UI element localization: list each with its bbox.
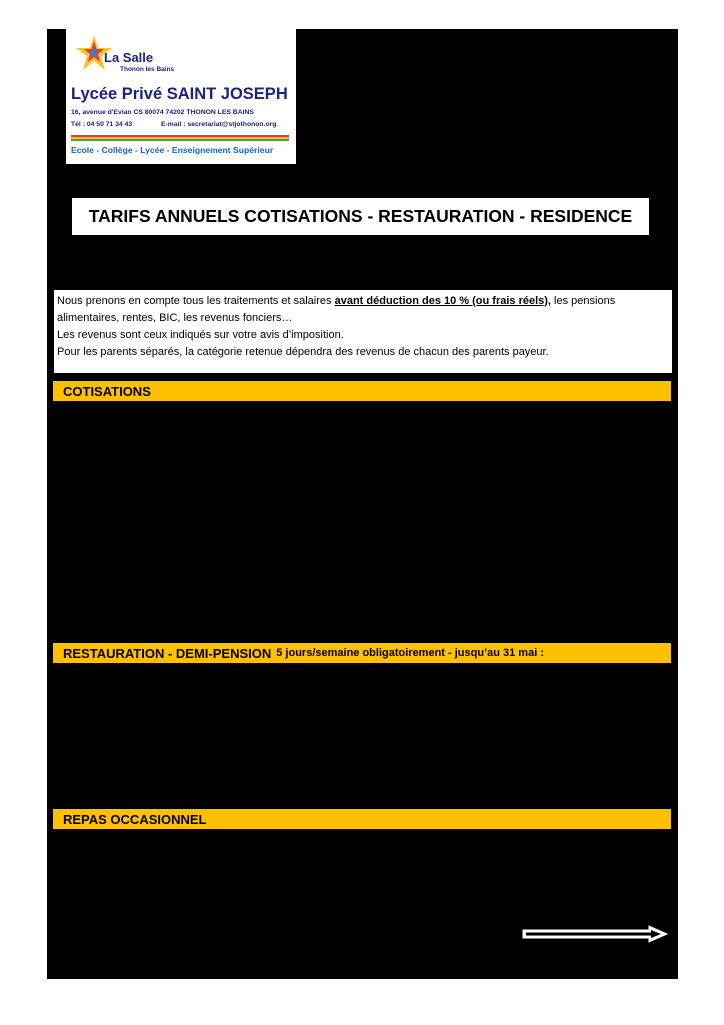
info-text: Nous prenons en compte tous les traitements et salaires	[57, 295, 335, 307]
school-email: E-mail : secretariat@stjothonon.org	[161, 121, 277, 128]
page-background	[47, 29, 678, 979]
logo-brand: La Salle	[104, 50, 154, 65]
logo-stripes	[71, 135, 289, 141]
section-repas	[53, 809, 671, 829]
school-address: 16, avenue d'Evian CS 80074 74202 THONON LES BAINS	[71, 109, 254, 116]
school-contact	[71, 121, 293, 128]
info-box	[54, 290, 672, 373]
section-cotisations-label: COTISATIONS	[63, 383, 151, 399]
school-phone: Tél : 04 50 71 34 43	[71, 121, 133, 128]
info-emphasis: avant déduction des 10 % (ou frais réels),	[334, 295, 551, 307]
next-page-arrow-icon	[521, 925, 669, 943]
stripe-green	[71, 139, 289, 141]
section-repas-label: REPAS OCCASIONNEL	[63, 811, 207, 827]
school-levels: Ecole - Collège - Lycée - Enseignement Supérieur	[71, 145, 274, 155]
school-name: Lycée Privé SAINT JOSEPH	[71, 85, 288, 103]
logo-brand-sub: Thonon les Bains	[120, 66, 175, 73]
page-title: TARIFS ANNUELS COTISATIONS - RESTAURATION - RESIDENCE	[72, 198, 649, 235]
school-logo	[66, 29, 296, 164]
section-restauration-label: RESTAURATION - DEMI-PENSION	[63, 645, 272, 661]
section-restauration-note: 5 jours/semaine obligatoirement - jusqu’au 31 mai :	[276, 647, 544, 659]
info-line-3: Pour les parents séparés, la catégorie retenue dépendra des revenus de chacun des parents payeur.	[57, 346, 549, 358]
section-restauration	[53, 643, 671, 663]
info-text-cont: les pensions alimentaires, rentes, BIC, les revenus fonciers…	[57, 295, 616, 324]
info-line-2: Les revenus sont ceux indiqués sur votre avis d’imposition.	[57, 329, 344, 341]
section-cotisations	[53, 381, 671, 401]
